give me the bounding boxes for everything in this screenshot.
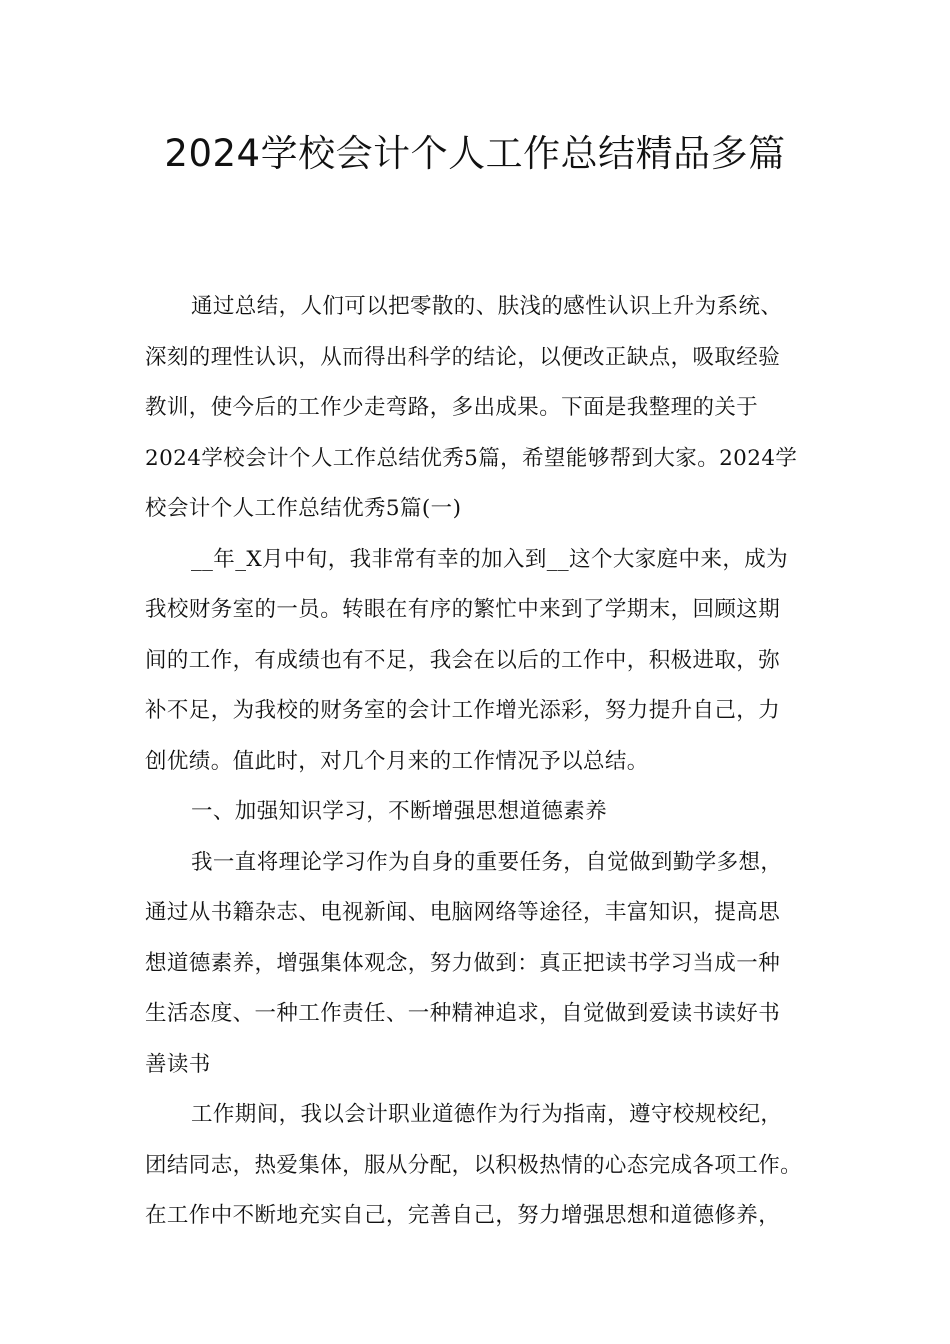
- paragraph-line: 深刻的理性认识，从而得出科学的结论，以便改正缺点，吸取经验: [145, 344, 781, 370]
- section-heading: 一、加强知识学习，不断增强思想道德素养: [191, 799, 608, 824]
- paragraph-line: 工作期间，我以会计职业道德作为行为指南，遵守校规校纪，: [191, 1102, 783, 1127]
- paragraph-line: 在工作中不断地充实自己，完善自己，努力增强思想和道德修养，: [145, 1203, 781, 1228]
- document-body: [145, 282, 825, 1242]
- paragraph-line: 校会计个人工作总结优秀5篇(一): [145, 496, 462, 521]
- paragraph-line: 通过总结，人们可以把零散的、肤浅的感性认识上升为系统、: [191, 294, 783, 319]
- paragraph-line: 想道德素养，增强集体观念，努力做到：真正把读书学习当成一种: [145, 950, 781, 976]
- paragraph-line: __年_X月中旬，我非常有幸的加入到__这个大家庭中来，成为: [191, 546, 789, 572]
- paragraph-line: 2024学校会计个人工作总结优秀5篇，希望能够帮到大家。2024学: [145, 445, 798, 471]
- paragraph-line: 间的工作，有成绩也有不足，我会在以后的工作中，积极进取，弥: [145, 647, 781, 673]
- paragraph-line: 补不足，为我校的财务室的会计工作增光添彩，努力提升自己，力: [145, 698, 781, 723]
- paragraph-line: 团结同志，热爱集体，服从分配，以积极热情的心态完成各项工作。: [145, 1152, 803, 1178]
- paragraph-line: 我校财务室的一员。转眼在有序的繁忙中来到了学期末，回顾这期: [145, 597, 781, 622]
- paragraph-line: 教训，使今后的工作少走弯路，多出成果。下面是我整理的关于: [145, 395, 759, 420]
- paragraph-line: 我一直将理论学习作为自身的重要任务，自觉做到勤学多想，: [191, 849, 783, 875]
- paragraph-line: 生活态度、一种工作责任、一种精神追求，自觉做到爱读书读好书: [145, 1001, 781, 1026]
- document-title: 2024学校会计个人工作总结精品多篇: [164, 132, 786, 175]
- paragraph-line: 通过从书籍杂志、电视新闻、电脑网络等途径，丰富知识，提高思: [145, 900, 781, 925]
- paragraph-line: 善读书: [145, 1051, 211, 1077]
- paragraph-line: 创优绩。值此时，对几个月来的工作情况予以总结。: [145, 748, 649, 774]
